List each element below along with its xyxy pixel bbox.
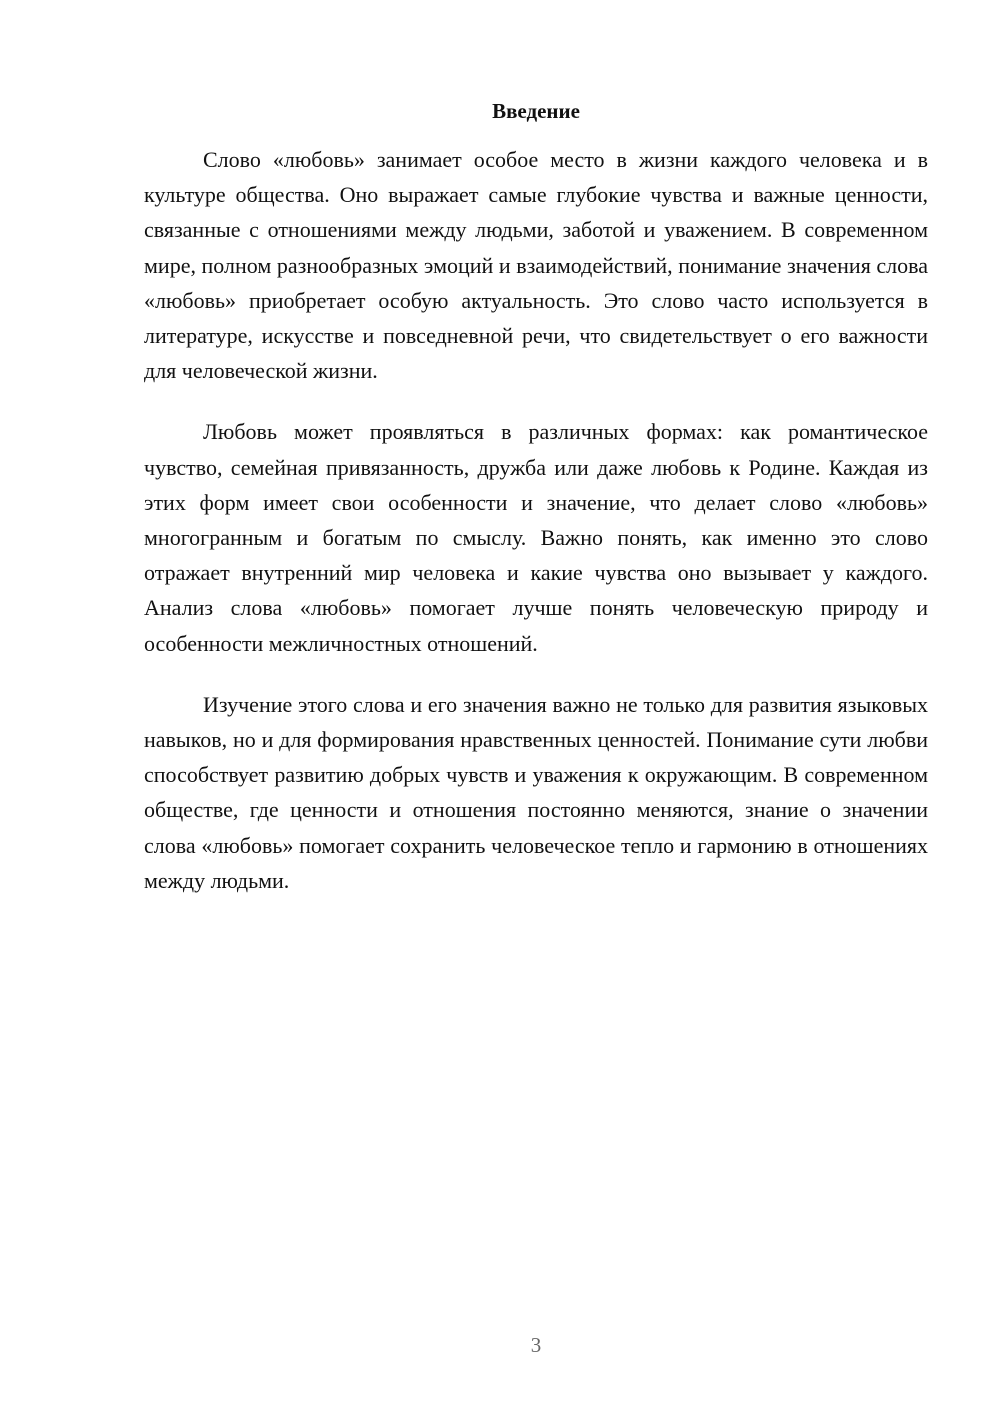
body-text — [144, 142, 928, 924]
section-title: Введение — [492, 99, 580, 123]
paragraph-2: Любовь может проявляться в различных формах: как романтическое чувство, семейная привязанность, дружба или даже любовь к Родине. Каждая из этих форм имеет свои особенности и значение, что делает слово «любовь» многогранным и богатым по смыслу. Важно понять, как именно это слово отражает внутренний мир человека и какие чувства оно вызывает у каждого. Анализ слова «любовь» помогает лучше понять человеческую природу и особенности межличностных отношений. — [144, 419, 928, 656]
page-number: 3 — [530, 1333, 542, 1357]
paragraph-1: Слово «любовь» занимает особое место в жизни каждого человека и в культуре общества. Оно выражает самые глубокие чувства и важные ценности, связанные с отношениями между людьми, заботой и уважением. В современном мире, полном разнообразных эмоций и взаимодействий, понимание значения слова «любовь» приобретает особую актуальность. Это слово часто используется в литературе, искусстве и повседневной речи, что свидетельствует о его важности для человеческой жизни. — [144, 147, 928, 384]
paragraph-3: Изучение этого слова и его значения важно не только для развития языковых навыков, но и для формирования нравственных ценностей. Понимание сути любви способствует развитию добрых чувств и уважения к окружающим. В современном обществе, где ценности и отношения постоянно меняются, знание о значении слова «любовь» помогает сохранить человеческое тепло и гармонию в отношениях между людьми. — [144, 691, 928, 893]
